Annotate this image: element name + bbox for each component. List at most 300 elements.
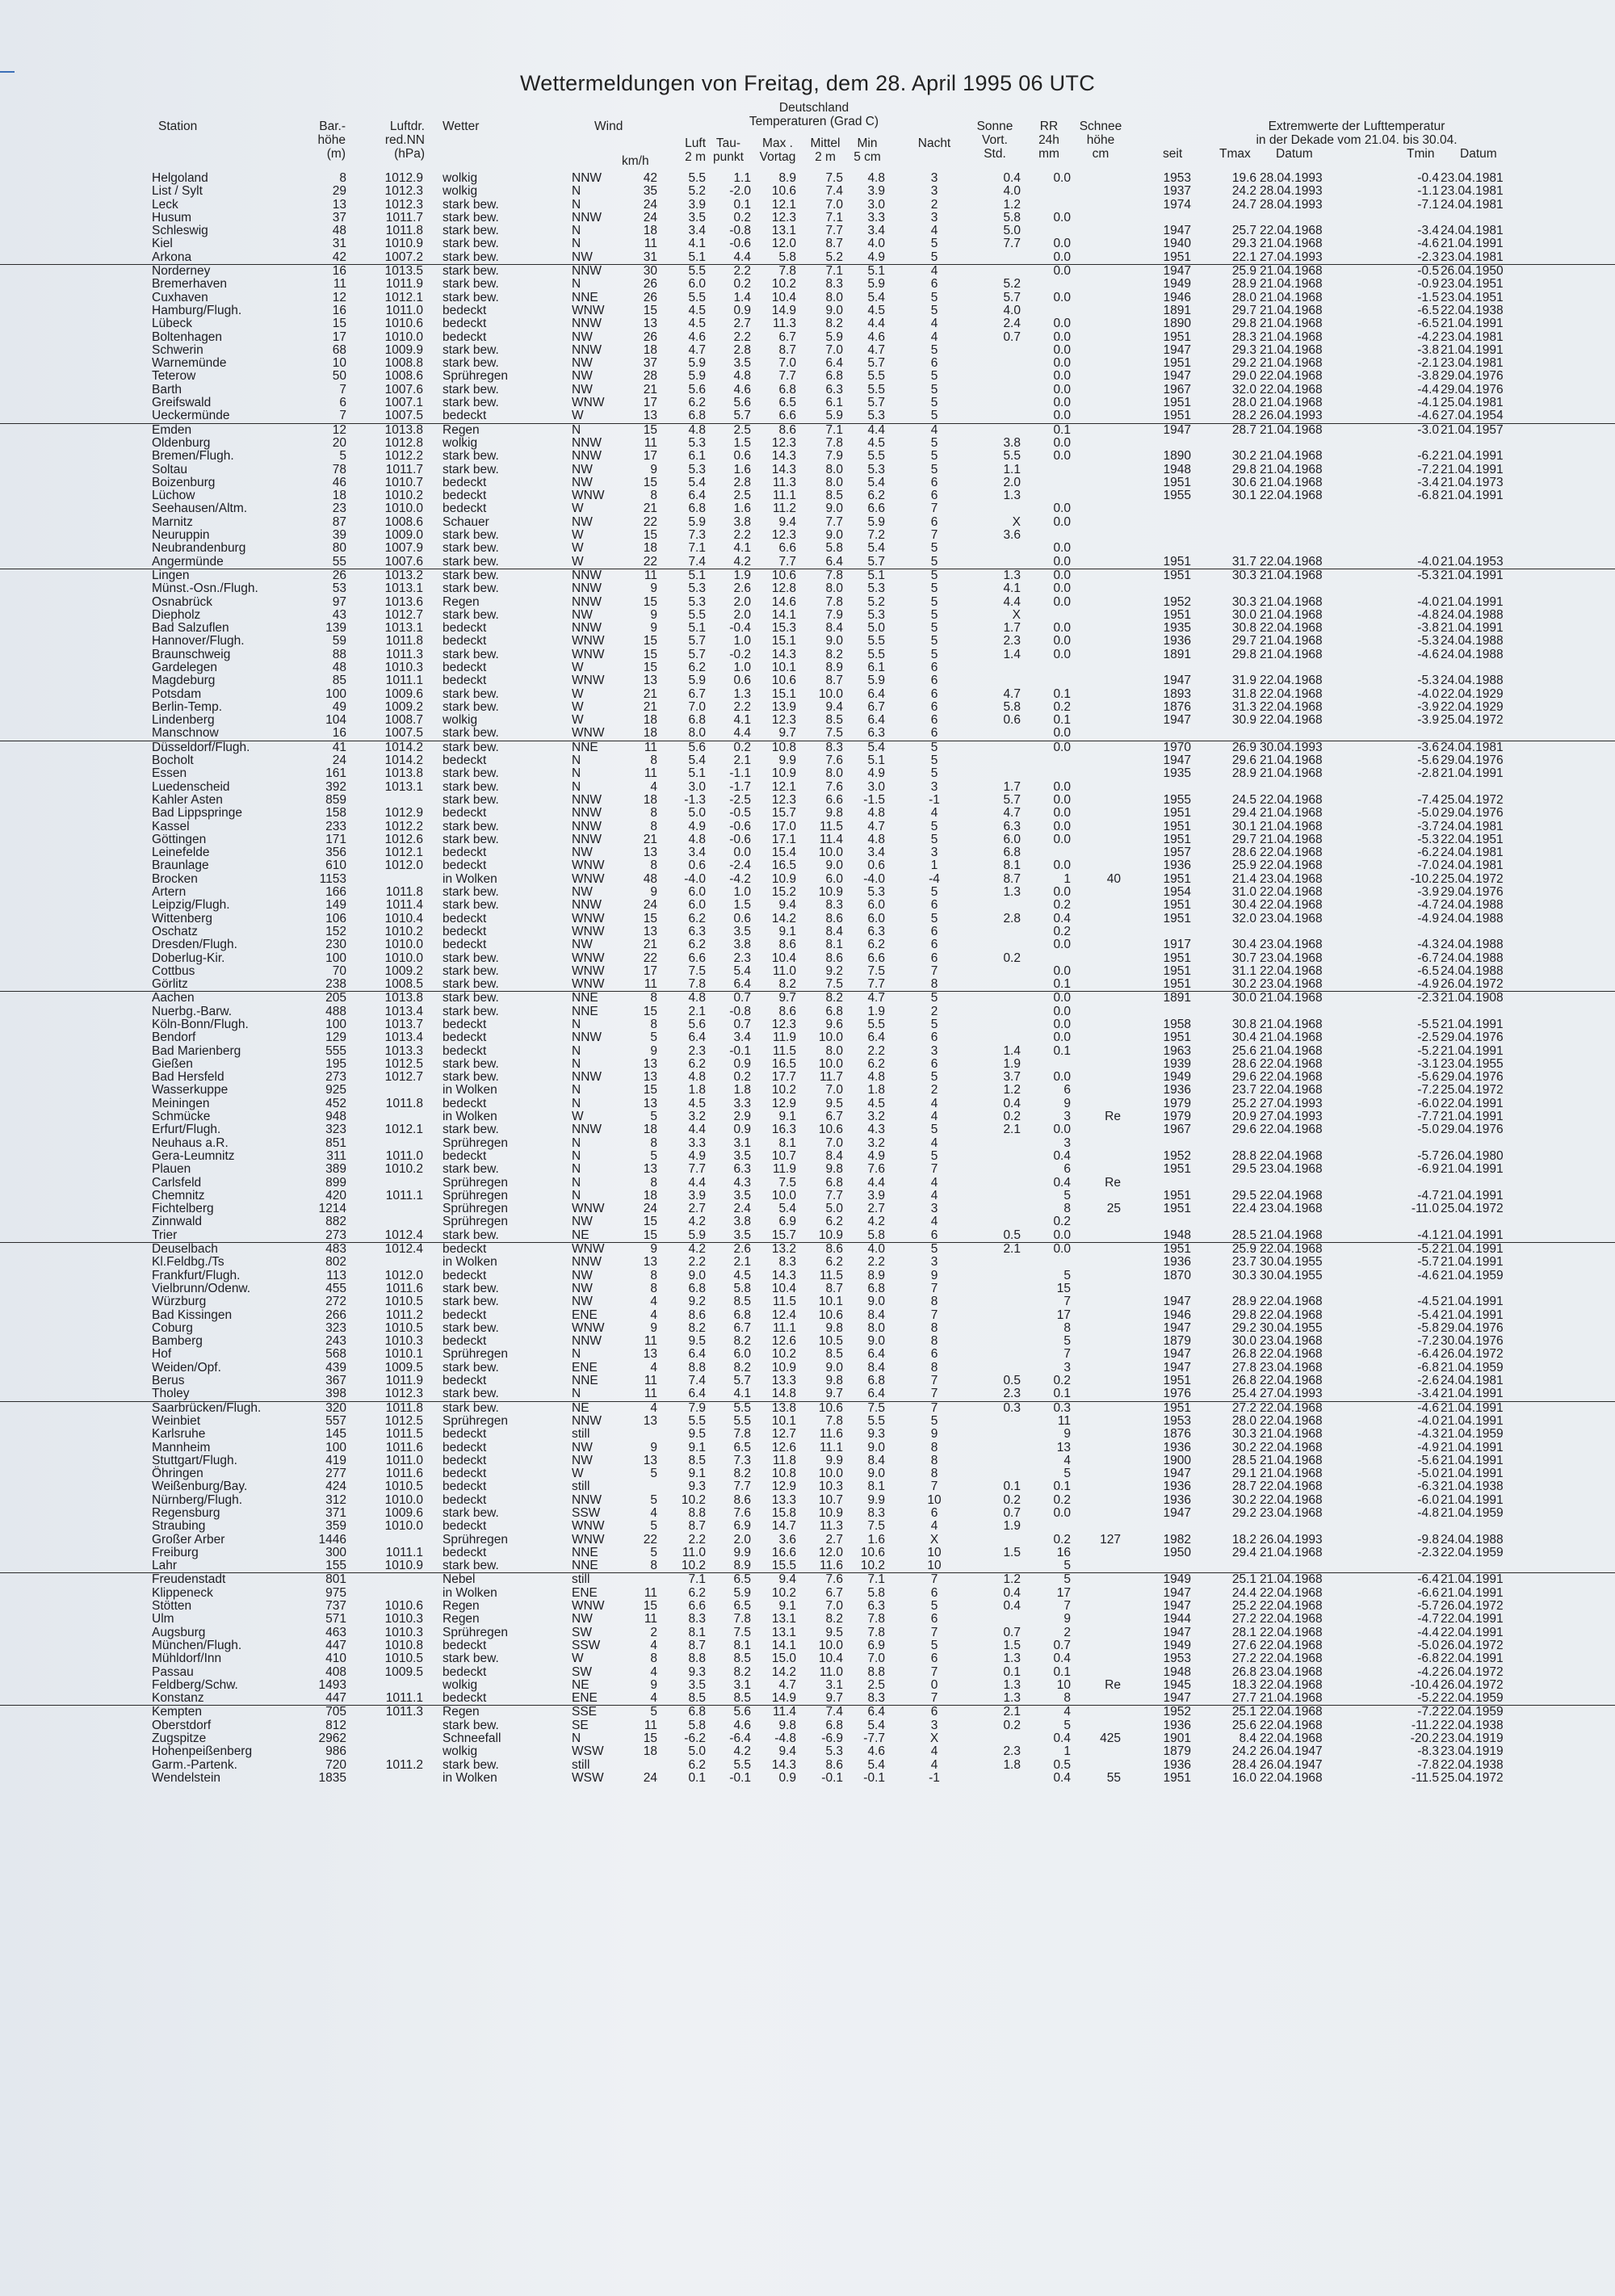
cell-station: Boizenburg	[152, 475, 216, 489]
cell-min-5cm: 9.0	[867, 1334, 885, 1349]
cell-seit: 1974	[1163, 197, 1191, 212]
cell-taupunkt: 2.8	[733, 342, 751, 357]
cell-nacht: 6	[930, 699, 938, 714]
cell-mittel: 9.8	[825, 1320, 843, 1335]
cell-tmin-datum: 27.04.1954	[1441, 409, 1504, 423]
cell-mittel: 9.5	[825, 1096, 843, 1110]
table-row	[0, 237, 1615, 250]
cell-niederschlag: 0.7	[1053, 1638, 1071, 1652]
cell-bar-hoehe: 161	[325, 766, 346, 781]
cell-wind-richtung: N	[572, 1083, 581, 1098]
cell-tmax: 28.3	[1231, 329, 1256, 344]
cell-taupunkt: -1.1	[729, 766, 751, 781]
cell-taupunkt: 0.2	[733, 277, 751, 292]
cell-taupunkt: 5.9	[733, 1585, 751, 1600]
cell-bar-hoehe: 557	[325, 1413, 346, 1428]
cell-tmax-datum: 21.04.1968	[1260, 647, 1323, 661]
cell-wind-speed: 24	[643, 1202, 657, 1216]
cell-mittel: -0.1	[821, 1770, 843, 1785]
cell-niederschlag: 8	[1063, 1202, 1071, 1216]
cell-bar-hoehe: 78	[332, 462, 346, 476]
cell-nacht: 3	[930, 171, 938, 185]
cell-tmax: 28.9	[1231, 277, 1256, 292]
cell-wind-richtung: WNW	[572, 951, 605, 965]
cell-taupunkt: 4.5	[733, 1268, 751, 1282]
cell-mittel: 7.0	[825, 1135, 843, 1150]
cell-luftdruck: 1014.2	[384, 753, 423, 768]
cell-taupunkt: 8.2	[733, 1664, 751, 1679]
cell-station: Deuselbach	[152, 1242, 218, 1257]
cell-luftdruck: 1012.5	[384, 1413, 423, 1428]
cell-tmax-datum: 21.04.1968	[1260, 1018, 1323, 1031]
cell-bar-hoehe: 392	[325, 779, 346, 794]
cell-mittel: 8.5	[825, 713, 843, 728]
cell-tmin-datum: 24.04.1988	[1441, 674, 1504, 688]
cell-tmax-datum: 22.04.1968	[1260, 1374, 1323, 1388]
cell-luftdruck: 1011.1	[385, 1691, 423, 1706]
cell-luftdruck: 1009.2	[384, 963, 423, 978]
cell-wind-richtung: NNW	[572, 317, 602, 331]
cell-tmin: -5.3	[1417, 634, 1439, 649]
cell-niederschlag: 0.0	[1053, 726, 1071, 741]
cell-taupunkt: 2.9	[733, 1110, 751, 1124]
cell-niederschlag: 0.0	[1053, 514, 1071, 529]
table-row	[0, 292, 1615, 304]
cell-min-5cm: 5.0	[867, 621, 885, 636]
cell-wind-speed: 9	[650, 1242, 657, 1257]
cell-mittel: 9.8	[825, 1162, 843, 1177]
cell-tmax: 30.0	[1231, 991, 1256, 1005]
cell-tmax: 24.2	[1231, 184, 1256, 199]
cell-max-vortag: 9.7	[778, 726, 796, 741]
cell-max-vortag: 16.6	[771, 1545, 796, 1559]
cell-wind-speed: 5	[650, 1110, 657, 1124]
cell-wind-richtung: N	[572, 1043, 581, 1058]
cell-sonne: 0.2	[1003, 1718, 1021, 1732]
cell-taupunkt: 7.7	[733, 1480, 751, 1494]
cell-bar-hoehe: 571	[325, 1612, 346, 1627]
cell-wetter: Regen	[443, 594, 480, 609]
cell-bar-hoehe: 87	[332, 514, 346, 529]
cell-sonne: 5.5	[1003, 449, 1021, 464]
cell-luft-temp: 3.5	[688, 210, 706, 225]
cell-tmin-datum: 21.04.1959	[1441, 1505, 1504, 1520]
cell-mittel: 9.7	[825, 1387, 843, 1401]
cell-min-5cm: 5.8	[867, 1585, 885, 1600]
cell-tmax: 25.1	[1231, 1705, 1256, 1719]
cell-max-vortag: 5.8	[778, 250, 796, 264]
cell-min-5cm: 6.4	[867, 713, 885, 728]
cell-bar-hoehe: 230	[325, 938, 346, 952]
cell-taupunkt: 3.1	[733, 1677, 751, 1692]
cell-station: Aachen	[152, 991, 195, 1005]
table-row	[0, 1520, 1615, 1533]
cell-wind-speed: 5	[650, 1545, 657, 1559]
cell-station: Osnabrück	[152, 594, 212, 609]
cell-niederschlag: 15	[1056, 1281, 1071, 1295]
cell-seit: 1963	[1163, 1043, 1191, 1058]
cell-tmax: 25.7	[1231, 224, 1256, 238]
cell-tmin-datum: 29.04.1976	[1441, 1070, 1504, 1085]
cell-taupunkt: 3.1	[733, 1135, 751, 1150]
cell-nacht: 5	[930, 342, 938, 357]
cell-niederschlag: 0.5	[1053, 1757, 1071, 1772]
cell-bar-hoehe: 948	[325, 1110, 346, 1124]
cell-tmin: -4.8	[1417, 607, 1439, 622]
cell-mittel: -6.9	[821, 1731, 843, 1746]
cell-tmin: -5.0	[1417, 1123, 1439, 1137]
cell-wetter: in Wolken	[443, 1255, 497, 1270]
cell-wetter: wolkig	[443, 184, 478, 199]
cell-nacht: 7	[930, 1572, 938, 1587]
cell-station: Coburg	[152, 1320, 193, 1335]
cell-wind-richtung: WNW	[572, 911, 605, 926]
cell-mittel: 7.8	[825, 594, 843, 609]
cell-luftdruck: 1010.6	[384, 317, 423, 331]
cell-niederschlag: 0.0	[1053, 832, 1071, 846]
cell-tmin-datum: 29.04.1976	[1441, 1320, 1504, 1335]
cell-wetter: Sprühregen	[443, 1532, 509, 1547]
cell-tmax-datum: 21.04.1968	[1260, 832, 1323, 846]
cell-bar-hoehe: 266	[325, 1308, 346, 1322]
cell-luft-temp: 2.7	[688, 1202, 706, 1216]
cell-max-vortag: 15.0	[771, 1652, 796, 1666]
cell-bar-hoehe: 371	[325, 1505, 346, 1520]
cell-seit: 1951	[1163, 911, 1191, 926]
cell-wind-speed: 9	[650, 1440, 657, 1454]
cell-tmin-datum: 24.04.1988	[1441, 898, 1504, 913]
cell-seit: 1953	[1163, 1652, 1191, 1666]
cell-tmax: 29.1	[1231, 1467, 1256, 1481]
cell-wind-speed: 11	[644, 740, 657, 754]
cell-taupunkt: 0.2	[733, 1070, 751, 1085]
cell-wetter: bedeckt	[443, 1043, 487, 1058]
cell-mittel: 6.3	[825, 382, 843, 397]
cell-bar-hoehe: 424	[325, 1480, 346, 1494]
cell-tmin: -0.5	[1417, 264, 1439, 279]
cell-nacht: 4	[930, 329, 938, 344]
cell-tmax-datum: 21.04.1968	[1260, 264, 1323, 279]
cell-tmin: -4.5	[1417, 1295, 1439, 1309]
cell-wind-speed: 13	[643, 846, 657, 860]
cell-sonne: 2.8	[1003, 911, 1021, 926]
cell-luft-temp: 7.1	[688, 541, 706, 556]
cell-tmin-datum: 21.04.1953	[1441, 554, 1504, 569]
cell-seit: 1947	[1163, 1347, 1191, 1362]
cell-niederschlag: 0.0	[1053, 449, 1071, 464]
cell-tmin: -5.7	[1417, 1599, 1439, 1614]
cell-tmax-datum: 22.04.1968	[1260, 369, 1323, 384]
cell-station: Meiningen	[152, 1096, 210, 1110]
cell-seit: 1951	[1163, 607, 1191, 622]
cell-wetter: stark bew.	[443, 264, 499, 279]
cell-tmin-datum: 21.04.1991	[1441, 489, 1504, 503]
cell-max-vortag: 13.8	[771, 1400, 796, 1415]
cell-tmin-datum: 21.04.1991	[1441, 1387, 1504, 1401]
cell-luftdruck: 1012.9	[384, 171, 423, 185]
cell-max-vortag: 8.3	[778, 1255, 796, 1270]
cell-tmin-datum: 22.04.1951	[1441, 832, 1504, 846]
cell-wetter: bedeckt	[443, 1467, 487, 1481]
cell-seit: 1947	[1163, 1599, 1191, 1614]
cell-tmin: -4.4	[1417, 1625, 1439, 1639]
cell-mittel: 11.3	[819, 1519, 843, 1534]
cell-wind-speed: 8	[650, 858, 657, 873]
cell-min-5cm: 5.1	[867, 568, 885, 582]
cell-wind-richtung: SSW	[572, 1638, 601, 1652]
cell-niederschlag: 6	[1063, 1162, 1071, 1177]
cell-wind-richtung: NW	[572, 885, 593, 900]
cell-wetter: stark bew.	[443, 1387, 499, 1401]
cell-luft-temp: 5.4	[688, 753, 706, 768]
cell-niederschlag: 0.0	[1053, 740, 1071, 754]
cell-min-5cm: 8.3	[867, 1691, 885, 1706]
cell-nacht: 5	[930, 1148, 938, 1163]
cell-wetter: Sprühregen	[443, 369, 509, 384]
cell-tmin-datum: 29.04.1976	[1441, 1030, 1504, 1045]
cell-nacht: 4	[930, 806, 938, 821]
table-row	[0, 1322, 1615, 1335]
cell-wind-richtung: NW	[572, 1440, 593, 1454]
cell-max-vortag: 14.6	[771, 594, 796, 609]
cell-luftdruck: 1009.5	[384, 1664, 423, 1679]
table-row	[0, 304, 1615, 317]
table-row	[0, 1295, 1615, 1308]
cell-station: Leipzig/Flugh.	[152, 898, 230, 913]
cell-wetter: stark bew.	[443, 342, 499, 357]
cell-nacht: 5	[930, 290, 938, 304]
cell-mittel: 8.7	[825, 1281, 843, 1295]
cell-min-5cm: 6.8	[867, 1374, 885, 1388]
cell-min-5cm: 6.4	[867, 1347, 885, 1362]
cell-min-5cm: 5.5	[867, 1413, 885, 1428]
cell-min-5cm: 4.6	[867, 1744, 885, 1759]
cell-bar-hoehe: 145	[325, 1427, 346, 1442]
cell-wind-richtung: N	[572, 1387, 581, 1401]
cell-min-5cm: 1.9	[867, 1004, 885, 1018]
cell-min-5cm: 8.1	[867, 1480, 885, 1494]
cell-wind-speed: 17	[643, 963, 657, 978]
cell-luft-temp: 9.1	[688, 1440, 706, 1454]
cell-tmax: 27.2	[1231, 1652, 1256, 1666]
cell-wind-speed: 18	[643, 792, 657, 807]
cell-station: Neuhaus a.R.	[152, 1135, 229, 1150]
cell-mittel: 10.1	[818, 1295, 843, 1309]
cell-max-vortag: 10.9	[771, 1360, 796, 1375]
table-row	[0, 899, 1615, 912]
cell-nacht: 3	[930, 846, 938, 860]
cell-wind-richtung: NW	[572, 514, 593, 529]
cell-tmin: -3.4	[1417, 1387, 1439, 1401]
cell-sonne: 1.4	[1003, 1043, 1021, 1058]
cell-luft-temp: 2.3	[688, 1043, 706, 1058]
table-row	[0, 1600, 1615, 1613]
cell-wetter: stark bew.	[443, 1070, 499, 1085]
table-row	[0, 1375, 1615, 1387]
table-row	[0, 1572, 1615, 1586]
cell-station: Garm.-Partenk.	[152, 1757, 237, 1772]
cell-mittel: 8.9	[825, 660, 843, 674]
cell-tmin-datum: 22.04.1938	[1441, 303, 1504, 317]
cell-wind-richtung: WNW	[572, 858, 605, 873]
cell-tmin-datum: 21.04.1991	[1441, 1585, 1504, 1600]
cell-bar-hoehe: 925	[325, 1083, 346, 1098]
cell-min-5cm: 6.6	[867, 951, 885, 965]
cell-wind-richtung: N	[572, 1135, 581, 1150]
cell-sonne: 5.0	[1003, 224, 1021, 238]
cell-tmax-datum: 27.04.1993	[1260, 1110, 1323, 1124]
cell-wind-richtung: SW	[572, 1625, 592, 1639]
cell-wind-speed: 15	[643, 1599, 657, 1614]
cell-tmin: -4.0	[1417, 1413, 1439, 1428]
cell-seit: 1947	[1163, 753, 1191, 768]
cell-schneehoehe: 425	[1100, 1731, 1121, 1746]
table-row	[0, 502, 1615, 515]
cell-tmin-datum: 21.04.1991	[1441, 1295, 1504, 1309]
cell-mittel: 5.9	[825, 329, 843, 344]
cell-bar-hoehe: 367	[325, 1374, 346, 1388]
cell-nacht: 5	[930, 541, 938, 556]
cell-wind-speed: 8	[650, 1559, 657, 1573]
cell-luft-temp: -1.3	[684, 792, 706, 807]
cell-tmin: -5.3	[1417, 568, 1439, 582]
cell-nacht: 6	[930, 674, 938, 688]
cell-mittel: 8.5	[825, 1347, 843, 1362]
cell-bar-hoehe: 1493	[318, 1677, 346, 1692]
cell-taupunkt: -1.7	[729, 779, 751, 794]
cell-tmax-datum: 21.04.1968	[1260, 475, 1323, 489]
cell-wetter: stark bew.	[443, 541, 499, 556]
cell-bar-hoehe: 41	[332, 740, 346, 754]
cell-min-5cm: 6.9	[867, 1638, 885, 1652]
cell-luftdruck: 1008.5	[384, 977, 423, 992]
table-row	[0, 596, 1615, 609]
cell-wetter: bedeckt	[443, 1242, 487, 1257]
cell-seit: 1967	[1163, 382, 1191, 397]
header-schnee: Schnee höhe cm	[1079, 120, 1122, 161]
table-row	[0, 1190, 1615, 1203]
cell-tmin: -3.8	[1417, 369, 1439, 384]
cell-tmin: -4.1	[1417, 396, 1439, 410]
cell-tmin-datum: 24.04.1988	[1441, 938, 1504, 952]
cell-luft-temp: 9.3	[688, 1480, 706, 1494]
cell-tmin: -6.6	[1417, 1585, 1439, 1600]
page-title: Wettermeldungen von Freitag, dem 28. April 1995 06 UTC	[519, 71, 1096, 95]
cell-nacht: 5	[930, 554, 938, 569]
cell-tmin-datum: 29.04.1976	[1441, 369, 1504, 384]
cell-wetter: bedeckt	[443, 303, 487, 317]
cell-mittel: 8.3	[825, 740, 843, 754]
cell-luft-temp: 5.8	[688, 1718, 706, 1732]
cell-niederschlag: 0.4	[1053, 1148, 1071, 1163]
cell-max-vortag: 12.8	[771, 581, 796, 596]
cell-wind-richtung: N	[572, 1096, 581, 1110]
cell-tmin: -4.3	[1417, 938, 1439, 952]
cell-wind-speed: 15	[643, 303, 657, 317]
cell-min-5cm: 6.6	[867, 502, 885, 516]
cell-wind-richtung: W	[572, 699, 584, 714]
cell-min-5cm: 5.4	[867, 290, 885, 304]
cell-tmax-datum: 22.04.1968	[1260, 1083, 1323, 1098]
cell-bar-hoehe: 389	[325, 1162, 346, 1177]
cell-tmin-datum: 25.04.1972	[1441, 1202, 1504, 1216]
cell-min-5cm: 3.0	[867, 779, 885, 794]
cell-bar-hoehe: 859	[325, 792, 346, 807]
cell-station: Berus	[152, 1374, 185, 1388]
cell-wetter: stark bew.	[443, 1004, 499, 1018]
cell-sonne: 0.4	[1003, 171, 1021, 185]
cell-bar-hoehe: 31	[332, 237, 346, 251]
cell-max-vortag: 10.2	[771, 1347, 796, 1362]
cell-wetter: wolkig	[443, 435, 478, 450]
cell-tmin-datum: 23.04.1981	[1441, 250, 1504, 264]
cell-bar-hoehe: 483	[325, 1242, 346, 1257]
cell-bar-hoehe: 53	[332, 581, 346, 596]
cell-tmax: 30.8	[1231, 1018, 1256, 1031]
cell-wetter: wolkig	[443, 713, 478, 728]
cell-max-vortag: 12.3	[771, 210, 796, 225]
table-row	[0, 1362, 1615, 1375]
cell-niederschlag: 0.0	[1053, 541, 1071, 556]
cell-wind-speed: 31	[643, 250, 657, 264]
table-row	[0, 701, 1615, 714]
cell-luftdruck: 1010.5	[384, 1652, 423, 1666]
cell-wind-speed: 15	[643, 422, 657, 437]
cell-tmax: 29.6	[1231, 1123, 1256, 1137]
cell-luft-temp: 5.1	[688, 621, 706, 636]
cell-wind-speed: 8	[650, 991, 657, 1005]
cell-min-5cm: 7.8	[867, 1612, 885, 1627]
cell-nacht: -1	[929, 1770, 940, 1785]
cell-luftdruck: 1013.4	[384, 1030, 423, 1045]
table-row	[0, 450, 1615, 463]
cell-sonne: 1.3	[1003, 885, 1021, 900]
header-max: Max . Vortag	[759, 136, 796, 164]
cell-taupunkt: -0.6	[729, 832, 751, 846]
cell-seit: 1947	[1163, 1505, 1191, 1520]
cell-wetter: bedeckt	[443, 660, 487, 674]
cell-mittel: 7.7	[825, 224, 843, 238]
header-region: Deutschland	[778, 101, 849, 115]
cell-bar-hoehe: 802	[325, 1255, 346, 1270]
cell-sonne: 0.4	[1003, 1096, 1021, 1110]
cell-niederschlag: 0.0	[1053, 634, 1071, 649]
cell-bar-hoehe: 320	[325, 1400, 346, 1415]
cell-luftdruck: 1007.6	[384, 554, 423, 569]
cell-tmax-datum: 22.04.1968	[1260, 1123, 1323, 1137]
cell-luft-temp: 4.6	[688, 329, 706, 344]
cell-niederschlag: 0.2	[1053, 1215, 1071, 1229]
cell-wetter: wolkig	[443, 171, 478, 185]
cell-min-5cm: -0.1	[863, 1770, 885, 1785]
cell-wind-richtung: NNW	[572, 1123, 602, 1137]
cell-niederschlag: 0.0	[1053, 647, 1071, 661]
cell-luft-temp: 6.8	[688, 502, 706, 516]
cell-min-5cm: 5.3	[867, 607, 885, 622]
cell-taupunkt: -0.1	[729, 1770, 751, 1785]
cell-tmin-datum: 22.04.1959	[1441, 1705, 1504, 1719]
cell-wind-richtung: WSW	[572, 1744, 604, 1759]
cell-tmax-datum: 21.04.1968	[1260, 356, 1323, 371]
cell-niederschlag: 0.2	[1053, 1532, 1071, 1547]
cell-bar-hoehe: 568	[325, 1347, 346, 1362]
cell-niederschlag: 17	[1056, 1585, 1071, 1600]
cell-tmax: 24.5	[1231, 792, 1256, 807]
cell-bar-hoehe: 311	[326, 1148, 346, 1163]
cell-tmin: -0.9	[1417, 277, 1439, 292]
cell-max-vortag: 6.6	[778, 409, 796, 423]
cell-mittel: 8.3	[825, 277, 843, 292]
